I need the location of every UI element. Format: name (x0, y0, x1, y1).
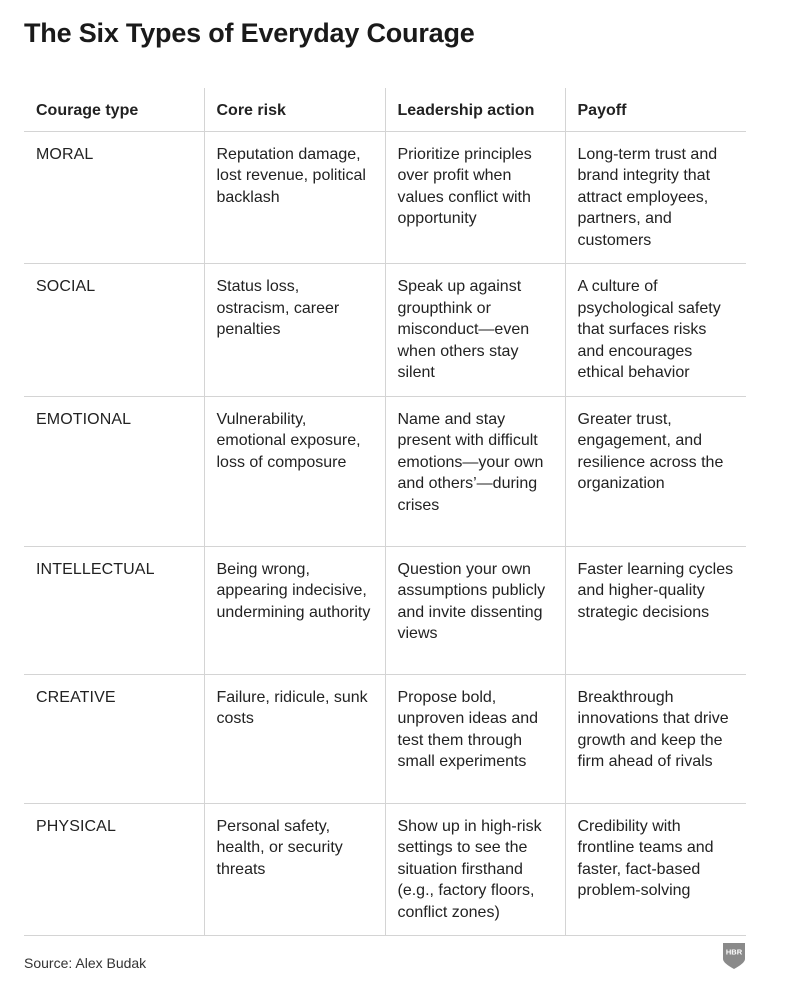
courage-table (24, 88, 746, 936)
header-courage-type: Courage type (24, 88, 204, 131)
cell-payoff: Faster learning cycles and higher-quality strategic decisions (565, 546, 746, 674)
cell-payoff: Greater trust, engagement, and resilience across the organization (565, 396, 746, 546)
cell-courage-type: PHYSICAL (24, 803, 204, 936)
table-row (24, 546, 746, 674)
page-title: The Six Types of Everyday Courage (24, 18, 475, 48)
cell-courage-type: CREATIVE (24, 674, 204, 803)
cell-leadership-action: Name and stay present with difficult emotions—your own and others’—during crises (385, 396, 565, 546)
cell-courage-type: SOCIAL (24, 264, 204, 397)
cell-leadership-action: Speak up against groupthink or misconduct—even when others stay silent (385, 264, 565, 397)
header-core-risk: Core risk (204, 88, 385, 131)
cell-core-risk: Failure, ridicule, sunk costs (204, 674, 385, 803)
logo-text: HBR (725, 947, 743, 957)
cell-core-risk: Vulnerability, emotional exposure, loss of composure (204, 396, 385, 546)
hbr-shield-logo-icon (722, 942, 746, 970)
cell-leadership-action: Propose bold, unproven ideas and test them through small experiments (385, 674, 565, 803)
cell-core-risk: Status loss, ostracism, career penalties (204, 264, 385, 397)
cell-core-risk: Being wrong, appearing indecisive, undermining authority (204, 546, 385, 674)
cell-leadership-action: Question your own assumptions publicly and invite dissenting views (385, 546, 565, 674)
table-row (24, 396, 746, 546)
header-payoff: Payoff (565, 88, 746, 131)
cell-courage-type: MORAL (24, 131, 204, 264)
cell-leadership-action: Show up in high-risk settings to see the situation firsthand (e.g., factory floors, conflict zones) (385, 803, 565, 936)
cell-payoff: A culture of psychological safety that surfaces risks and encourages ethical behavior (565, 264, 746, 397)
table-row (24, 264, 746, 397)
cell-core-risk: Personal safety, health, or security threats (204, 803, 385, 936)
cell-core-risk: Reputation damage, lost revenue, political backlash (204, 131, 385, 264)
source-note: Source: Alex Budak (24, 955, 147, 971)
table-row (24, 674, 746, 803)
header-leadership-action: Leadership action (385, 88, 565, 131)
cell-leadership-action: Prioritize principles over profit when values conflict with opportunity (385, 131, 565, 264)
cell-payoff: Long-term trust and brand integrity that attract employees, partners, and customers (565, 131, 746, 264)
table-header-row (24, 88, 746, 131)
cell-payoff: Credibility with frontline teams and faster, fact-based problem-solving (565, 803, 746, 936)
table-row (24, 803, 746, 936)
cell-courage-type: EMOTIONAL (24, 396, 204, 546)
cell-payoff: Breakthrough innovations that drive growth and keep the firm ahead of rivals (565, 674, 746, 803)
table-row (24, 131, 746, 264)
cell-courage-type: INTELLECTUAL (24, 546, 204, 674)
